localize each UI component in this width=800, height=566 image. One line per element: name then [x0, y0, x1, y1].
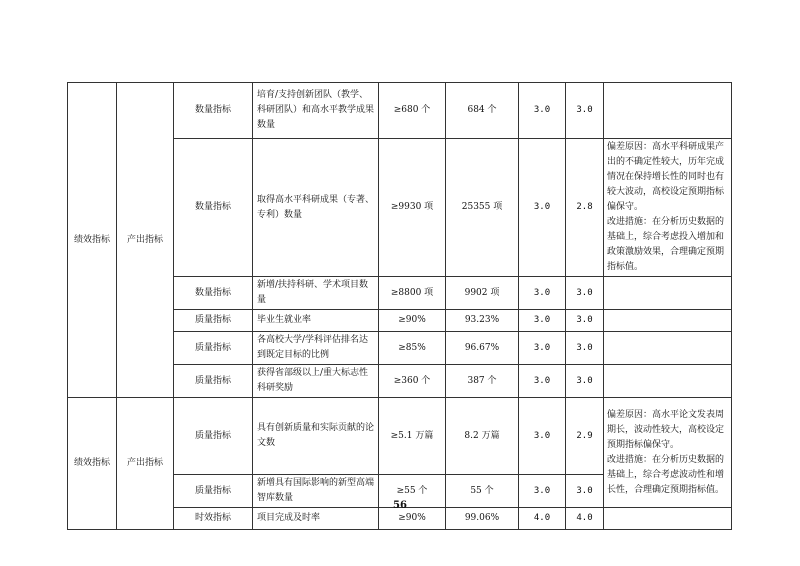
level3-cell: 质量指标	[174, 365, 253, 398]
target-cell: ≥680 个	[379, 83, 446, 139]
score-cell: 3.0	[566, 310, 604, 332]
indicator-cell: 取得高水平科研成果（专著、专利）数量	[253, 139, 379, 277]
indicator-cell: 培育/支持创新团队（教学、科研团队）和高水平教学成果数量	[253, 83, 379, 139]
actual-cell: 8.2 万篇	[446, 398, 519, 475]
page-number: 56	[393, 500, 407, 511]
note-cell	[604, 365, 732, 398]
level3-cell: 质量指标	[174, 332, 253, 365]
level3-cell: 质量指标	[174, 475, 253, 508]
level1-cell: 绩效指标	[68, 398, 117, 530]
score-cell: 2.9	[566, 398, 604, 475]
indicator-cell: 新增/扶持科研、学术项目数量	[253, 277, 379, 310]
score-cell: 3.0	[566, 475, 604, 508]
note-deviation: 偏差原因：高水平论文发表周期长，波动性较大，高校设定预期指标偏保守。	[607, 409, 725, 450]
weight-cell: 3.0	[519, 83, 566, 139]
indicator-cell: 毕业生就业率	[253, 310, 379, 332]
level2-cell: 产出指标	[117, 83, 174, 398]
weight-cell: 3.0	[519, 365, 566, 398]
performance-indicator-table	[67, 82, 732, 530]
level2-cell: 产出指标	[117, 398, 174, 530]
actual-cell: 387 个	[446, 365, 519, 398]
note-measure: 改进措施：在分析历史数据的基础上，综合考虑投入增加和政策激励效果，合理确定预期指标值。	[607, 217, 725, 272]
target-cell: ≥5.1 万篇	[379, 398, 446, 475]
weight-cell: 3.0	[519, 277, 566, 310]
target-cell: ≥90%	[379, 508, 446, 530]
weight-cell: 3.0	[519, 398, 566, 475]
level3-cell: 质量指标	[174, 310, 253, 332]
actual-cell: 25355 项	[446, 139, 519, 277]
level3-cell: 数量指标	[174, 139, 253, 277]
note-measure: 改进措施：在分析历史数据的基础上，综合考虑波动性和增长性，合理确定预期指标值。	[607, 454, 725, 495]
score-cell: 3.0	[566, 277, 604, 310]
indicator-cell: 项目完成及时率	[253, 508, 379, 530]
indicator-cell: 获得省部级以上/重大标志性科研奖励	[253, 365, 379, 398]
target-cell: ≥8800 项	[379, 277, 446, 310]
score-cell: 3.0	[566, 332, 604, 365]
level3-cell: 质量指标	[174, 398, 253, 475]
note-cell	[604, 332, 732, 365]
actual-cell: 96.67%	[446, 332, 519, 365]
table-row	[68, 83, 732, 139]
level3-cell: 数量指标	[174, 83, 253, 139]
weight-cell: 3.0	[519, 332, 566, 365]
table-row	[68, 398, 732, 475]
weight-cell: 3.0	[519, 475, 566, 508]
indicator-cell: 新增具有国际影响的新型高端智库数量	[253, 475, 379, 508]
score-cell: 3.0	[566, 83, 604, 139]
note-cell	[604, 83, 732, 139]
target-cell: ≥85%	[379, 332, 446, 365]
actual-cell: 684 个	[446, 83, 519, 139]
actual-cell: 99.06%	[446, 508, 519, 530]
target-cell: ≥55 个	[379, 475, 446, 508]
indicator-cell: 具有创新质量和实际贡献的论文数	[253, 398, 379, 475]
note-cell	[604, 277, 732, 310]
weight-cell: 3.0	[519, 139, 566, 277]
target-cell: ≥9930 项	[379, 139, 446, 277]
level3-cell: 数量指标	[174, 277, 253, 310]
note-cell	[604, 398, 732, 508]
score-cell: 2.8	[566, 139, 604, 277]
level1-cell: 绩效指标	[68, 83, 117, 398]
note-cell	[604, 139, 732, 277]
score-cell: 4.0	[566, 508, 604, 530]
weight-cell: 4.0	[519, 508, 566, 530]
target-cell: ≥360 个	[379, 365, 446, 398]
actual-cell: 93.23%	[446, 310, 519, 332]
target-cell: ≥90%	[379, 310, 446, 332]
level3-cell: 时效指标	[174, 508, 253, 530]
note-deviation: 偏差原因：高水平科研成果产出的不确定性较大，历年完成情况在保持增长性的同时也有较大波动，高校设定预期指标偏保守。	[607, 142, 725, 212]
weight-cell: 3.0	[519, 310, 566, 332]
score-cell: 3.0	[566, 365, 604, 398]
actual-cell: 9902 项	[446, 277, 519, 310]
note-cell	[604, 310, 732, 332]
actual-cell: 55 个	[446, 475, 519, 508]
indicator-cell: 各高校大学/学科评估排名达到既定目标的比例	[253, 332, 379, 365]
